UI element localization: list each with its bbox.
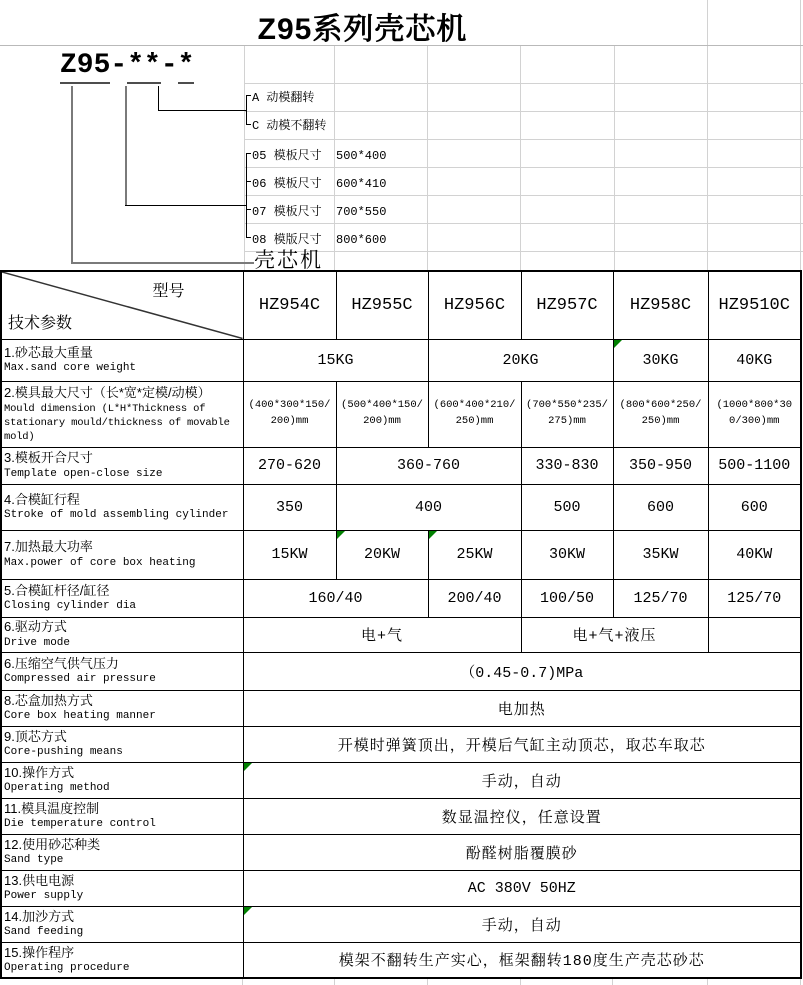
variant-option-c: C 动模不翻转 <box>252 119 327 133</box>
spec-value <box>708 617 801 652</box>
gridline-h <box>244 251 803 252</box>
spec-value: 开模时弹簧顶出，开模后气缸主动顶芯，取芯车取芯 <box>243 726 801 762</box>
bracket-tick <box>246 181 251 182</box>
spec-value: 数显温控仪，任意设置 <box>243 798 801 834</box>
spec-row <box>1 690 801 726</box>
row-label: 5.合模缸杆径/缸径 Closing cylinder dia <box>1 579 243 617</box>
spec-value: 500-1100 <box>708 447 801 484</box>
bracket-tick <box>246 124 251 125</box>
spec-value: 30KW <box>521 530 613 579</box>
gridline-v <box>427 45 428 270</box>
spec-row <box>1 579 801 617</box>
spec-value: 160/40 <box>243 579 428 617</box>
spec-value: (600*400*210/250)mm <box>428 381 521 447</box>
model-column-header: HZ956C <box>428 271 521 339</box>
spec-value: (1000*800*300/300)mm <box>708 381 801 447</box>
bracket-tick <box>246 237 251 238</box>
model-column-header: HZ957C <box>521 271 613 339</box>
spec-value: 330-830 <box>521 447 613 484</box>
corner-label-model: 型号 <box>152 283 185 300</box>
spec-value: 电+气 <box>243 617 521 652</box>
spec-value: 30KG <box>613 339 708 381</box>
spec-value: 模架不翻转生产实心，框架翻转180度生产壳芯砂芯 <box>243 942 801 978</box>
spec-value: (700*550*235/275)mm <box>521 381 613 447</box>
connector-line <box>125 86 127 206</box>
connector-line <box>125 205 246 206</box>
row-label: 3.模板开合尺寸 Template open-close size <box>1 447 243 484</box>
spec-value: 400 <box>336 484 521 530</box>
spec-row <box>1 617 801 652</box>
row-label: 12.使用砂芯种类 Sand type <box>1 834 243 870</box>
spec-row <box>1 484 801 530</box>
model-column-header: HZ955C <box>336 271 428 339</box>
spec-value: 25KW <box>428 530 521 579</box>
code-stars: ** <box>127 50 161 84</box>
spec-value: 350 <box>243 484 336 530</box>
plate-option-06: 06 模板尺寸 600*410 <box>252 177 387 191</box>
cell-flag-icon <box>429 531 437 539</box>
gridline-v <box>520 45 521 270</box>
spec-row <box>1 906 801 942</box>
bracket-line <box>246 153 247 238</box>
cell-flag-icon <box>337 531 345 539</box>
gridline-v <box>244 45 245 270</box>
spec-value: (400*300*150/200)mm <box>243 381 336 447</box>
plate-option-08: 08 模版尺寸 800*600 <box>252 233 387 247</box>
gridline-h <box>244 167 803 168</box>
spec-value: 20KG <box>428 339 613 381</box>
variant-option-a: A 动模翻转 <box>252 91 315 105</box>
spec-value: （0.45-0.7)MPa <box>243 652 801 690</box>
model-column-header: HZ954C <box>243 271 336 339</box>
spec-value: 125/70 <box>708 579 801 617</box>
row-label: 10.操作方式 Operating method <box>1 762 243 798</box>
row-label: 6.驱动方式 Drive mode <box>1 617 243 652</box>
spec-row <box>1 798 801 834</box>
row-label: 1.砂芯最大重量 Max.sand core weight <box>1 339 243 381</box>
row-label: 13.供电电源 Power supply <box>1 870 243 906</box>
spec-value: 600 <box>708 484 801 530</box>
gridline-h <box>244 195 803 196</box>
spec-value: 手动，自动 <box>243 762 801 798</box>
spec-row <box>1 339 801 381</box>
connector-line <box>158 110 246 111</box>
spec-row <box>1 447 801 484</box>
gridline-v <box>614 45 615 270</box>
spec-value: 35KW <box>613 530 708 579</box>
connector-line <box>71 86 73 264</box>
code-star: * <box>178 50 195 84</box>
spec-value: 40KG <box>708 339 801 381</box>
spec-row <box>1 762 801 798</box>
bracket-tick <box>246 209 251 210</box>
row-label: 8.芯盒加热方式 Core box heating manner <box>1 690 243 726</box>
gridline-v <box>800 0 801 270</box>
model-code: Z95-**-* <box>60 50 194 81</box>
spec-table <box>0 270 802 979</box>
spec-value: 360-760 <box>336 447 521 484</box>
plate-option-05: 05 模板尺寸 500*400 <box>252 149 387 163</box>
bracket-tick <box>246 153 251 154</box>
model-column-header: HZ9510C <box>708 271 801 339</box>
spec-row <box>1 942 801 978</box>
spec-value: 15KG <box>243 339 428 381</box>
spec-row <box>1 381 801 447</box>
bracket-line <box>246 95 247 125</box>
gridline-h <box>244 139 803 140</box>
spec-value: 20KW <box>336 530 428 579</box>
spec-value: 电+气+液压 <box>521 617 708 652</box>
corner-cell <box>1 271 243 339</box>
cell-flag-icon <box>244 907 252 915</box>
spec-value: (800*600*250/250)mm <box>613 381 708 447</box>
plate-option-07: 07 模板尺寸 700*550 <box>252 205 387 219</box>
gridline-h <box>244 223 803 224</box>
spec-row <box>1 726 801 762</box>
spec-value: 电加热 <box>243 690 801 726</box>
spec-value: 270-620 <box>243 447 336 484</box>
spec-value: 600 <box>613 484 708 530</box>
code-prefix: Z95 <box>60 50 110 84</box>
spec-value: 酚醛树脂覆膜砂 <box>243 834 801 870</box>
row-label: 2.模具最大尺寸（长*宽*定模/动模） Mould dimension (L*H*Thickness of stationary mould/thickness of movable mold) <box>1 381 243 447</box>
spec-row <box>1 530 801 579</box>
row-label: 9.顶芯方式 Core-pushing means <box>1 726 243 762</box>
corner-label-params: 技术参数 <box>8 314 73 332</box>
cell-flag-icon <box>244 763 252 771</box>
spec-value: 15KW <box>243 530 336 579</box>
row-label: 7.加热最大功率 Max.power of core box heating <box>1 530 243 579</box>
spec-value: 350-950 <box>613 447 708 484</box>
spec-value: 125/70 <box>613 579 708 617</box>
connector-line <box>71 262 254 264</box>
row-label: 6.压缩空气供气压力 Compressed air pressure <box>1 652 243 690</box>
spec-value: 200/40 <box>428 579 521 617</box>
header-row <box>1 271 801 339</box>
row-label: 11.模具温度控制 Die temperature control <box>1 798 243 834</box>
spec-value: 100/50 <box>521 579 613 617</box>
spec-value: 手动，自动 <box>243 906 801 942</box>
spec-value: 40KW <box>708 530 801 579</box>
machine-type-label: 壳芯机 <box>254 249 323 272</box>
row-label: 4.合模缸行程 Stroke of mold assembling cylinder <box>1 484 243 530</box>
spec-row <box>1 834 801 870</box>
model-column-header: HZ958C <box>613 271 708 339</box>
bracket-tick <box>246 95 251 96</box>
connector-line <box>158 86 159 111</box>
spec-value: AC 380V 50HZ <box>243 870 801 906</box>
gridline-h <box>244 83 803 84</box>
spec-row <box>1 870 801 906</box>
spec-value: 500 <box>521 484 613 530</box>
page-title: Z95系列壳芯机 <box>257 13 468 46</box>
row-label: 14.加沙方式 Sand feeding <box>1 906 243 942</box>
gridline-h <box>244 111 803 112</box>
spec-row <box>1 652 801 690</box>
cell-flag-icon <box>614 340 622 348</box>
row-label: 15.操作程序 Operating procedure <box>1 942 243 978</box>
spec-value: (500*400*150/200)mm <box>336 381 428 447</box>
